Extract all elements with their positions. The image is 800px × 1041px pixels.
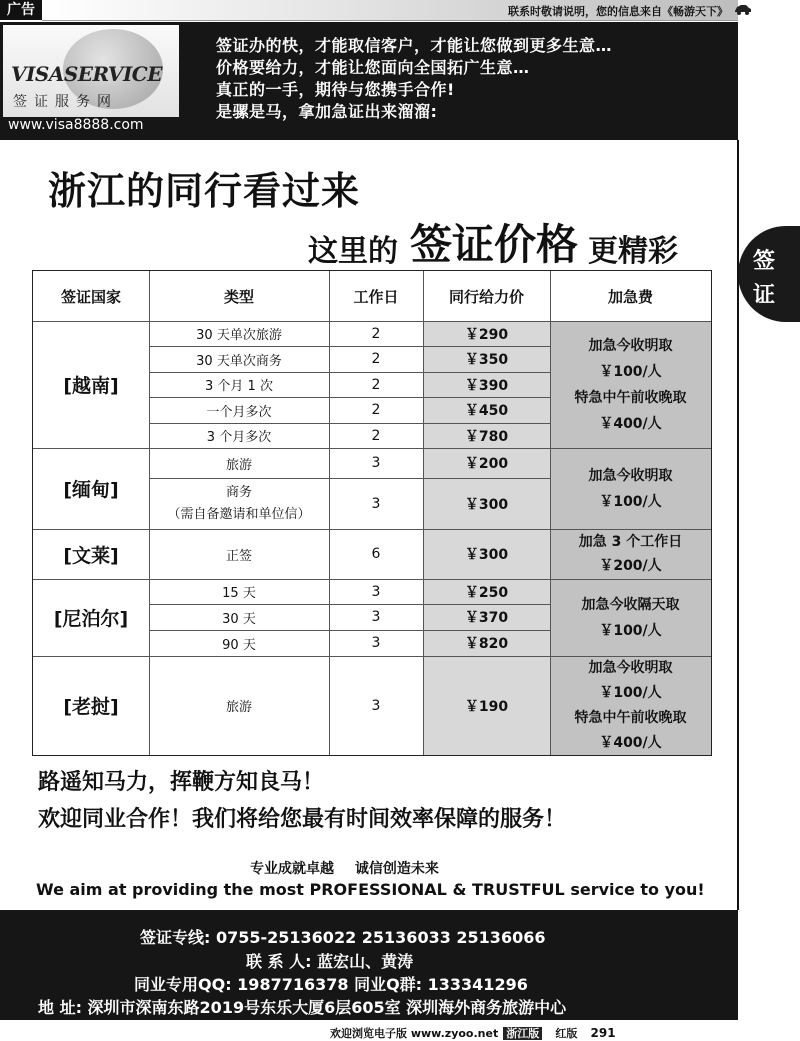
- rush-fee: [550, 579, 711, 656]
- slogan-welcome: 欢迎同业合作！我们将给您最有时间效率保障的服务！: [38, 806, 567, 832]
- website-link[interactable]: www.visa8888.com: [8, 117, 144, 133]
- slogan-proverb: 路遥知马力，挥鞭方知良马！: [38, 769, 325, 795]
- ad-label: 广告: [0, 0, 42, 20]
- visa-type: 30 天单次商务: [196, 353, 282, 369]
- rush-line: ￥200/人: [599, 558, 662, 574]
- edition-label: 浙江版: [503, 1027, 542, 1040]
- visa-hotline: 签证专线: 0755-25136022 25136033 25136066: [140, 928, 546, 947]
- slogan-line: 真正的一手，期待与您携手合作!: [216, 80, 455, 99]
- motto: 专业成就卓越 诚信创造未来: [250, 861, 439, 877]
- trade-price: ￥820: [464, 636, 509, 652]
- contact-person: 联 系 人: 蓝宏山、黄涛: [246, 952, 414, 971]
- logo-text: VISASERVICE: [11, 62, 162, 86]
- rush-line: 特急中午前收晚取: [574, 389, 687, 406]
- rush-line: 特急中午前收晚取: [574, 709, 687, 726]
- rush-fee: [550, 529, 711, 579]
- trade-price: ￥370: [464, 610, 509, 626]
- slogan-line: 是骡是马，拿加急证出来溜溜:: [216, 102, 438, 121]
- work-days: 3: [371, 583, 381, 600]
- browse-note: 欢迎浏览电子版 www.zyoo.net: [330, 1027, 499, 1040]
- work-days: 2: [371, 325, 381, 342]
- country-laos: [老挝]: [63, 696, 119, 718]
- headline-secondary-part: 更精彩: [588, 234, 678, 269]
- visa-type: 3 个月多次: [206, 430, 272, 445]
- logo-subtitle: 签证服务网: [13, 94, 118, 110]
- column-header-days: 工作日: [353, 287, 399, 306]
- trade-price: ￥300: [464, 496, 509, 513]
- column-header-type: 类型: [223, 287, 254, 306]
- side-tab-char: 证: [753, 283, 776, 308]
- qq-contacts: 同业专用QQ: 1987716378 同业Q群: 133341296: [134, 975, 528, 994]
- page-border: [737, 140, 739, 910]
- rush-line: ￥100/人: [599, 493, 662, 510]
- country-brunei: [文莱]: [63, 544, 119, 567]
- headline-primary: 浙江的同行看过来: [48, 169, 361, 213]
- work-days: 2: [371, 351, 381, 367]
- trade-price: ￥290: [464, 326, 509, 343]
- visa-type: 30 天: [222, 611, 256, 627]
- work-days: 3: [371, 495, 381, 512]
- page-footer: [330, 1022, 738, 1040]
- trade-price: ￥450: [464, 403, 509, 419]
- side-tab-char: 签: [753, 249, 776, 274]
- car-icon: [734, 3, 752, 15]
- visa-type: 旅游: [225, 457, 252, 473]
- work-days: 2: [371, 402, 381, 418]
- country-vietnam: [越南]: [63, 375, 119, 397]
- visa-type: 90 天: [222, 637, 256, 653]
- logo: [3, 25, 179, 117]
- work-days: 2: [371, 376, 381, 393]
- work-days: 3: [371, 635, 381, 651]
- rush-line: ￥400/人: [599, 734, 662, 751]
- headline-emphasis: 签证价格: [410, 220, 579, 269]
- work-days: 3: [371, 609, 381, 625]
- column-header-country: 签证国家: [60, 287, 121, 306]
- contact-footer: [0, 910, 738, 1020]
- trade-price: ￥350: [464, 352, 509, 368]
- rush-line: ￥400/人: [599, 415, 662, 432]
- rush-line: ￥100/人: [599, 363, 662, 380]
- visa-price-table: [32, 270, 712, 756]
- column-header-price: 同行给力价: [448, 287, 524, 306]
- trade-price: ￥250: [464, 584, 509, 601]
- visa-type: 正签: [225, 548, 252, 564]
- source-note: 联系时敬请说明，您的信息来自《畅游天下》: [508, 5, 728, 18]
- visa-type: 一个月多次: [206, 404, 272, 420]
- section-tab-visa: [738, 226, 800, 322]
- visa-type: 3 个月 1 次: [205, 379, 273, 394]
- rush-fee: [550, 656, 711, 755]
- page-number: 291: [590, 1026, 616, 1040]
- trade-price: ￥390: [464, 377, 509, 394]
- slogan-line: 签证办的快，才能取信客户，才能让您做到更多生意…: [216, 36, 613, 55]
- red-edition-label: 红版: [555, 1027, 578, 1040]
- rush-line: 加急今收明取: [588, 659, 673, 676]
- rush-line: ￥100/人: [599, 622, 662, 639]
- rush-line: 加急今收明取: [588, 467, 673, 484]
- visa-type: 旅游: [225, 700, 252, 715]
- work-days: 6: [371, 546, 381, 562]
- header-slogans: [216, 35, 731, 123]
- visa-type: 15 天: [222, 586, 256, 601]
- column-header-rush: 加急费: [607, 287, 653, 306]
- rush-line: 加急今收隔天取: [581, 596, 680, 613]
- rush-line: ￥100/人: [599, 684, 662, 701]
- visa-type-line: 商务: [225, 484, 252, 500]
- trade-price: ￥200: [464, 456, 509, 472]
- trade-price: ￥190: [464, 698, 509, 715]
- country-nepal: [尼泊尔]: [53, 608, 129, 630]
- rush-line: 加急 3 个工作日: [578, 534, 683, 550]
- country-myanmar: [缅甸]: [63, 479, 119, 501]
- slogan-line: 价格要给力，才能让您面向全国拓广生意…: [216, 58, 530, 77]
- trade-price: ￥780: [464, 428, 509, 445]
- trade-price: ￥300: [464, 547, 509, 563]
- visa-type: 30 天单次旅游: [196, 328, 282, 343]
- work-days: 2: [371, 427, 381, 444]
- rush-line: 加急今收明取: [588, 337, 673, 354]
- rush-fee: [550, 321, 711, 448]
- headline-secondary-part: 这里的: [308, 234, 398, 269]
- visa-type: [149, 478, 329, 529]
- work-days: 3: [371, 697, 381, 714]
- address: 地 址: 深圳市深南东路2019号东乐大厦6层605室 深圳海外商务旅游中心: [38, 998, 567, 1017]
- visa-type-note: （需自备邀请和单位信）: [167, 506, 311, 522]
- english-slogan: We aim at providing the most PROFESSIONAL & TRUSTFUL service to you!: [36, 880, 705, 899]
- rush-fee: [550, 448, 711, 529]
- work-days: 3: [371, 455, 381, 471]
